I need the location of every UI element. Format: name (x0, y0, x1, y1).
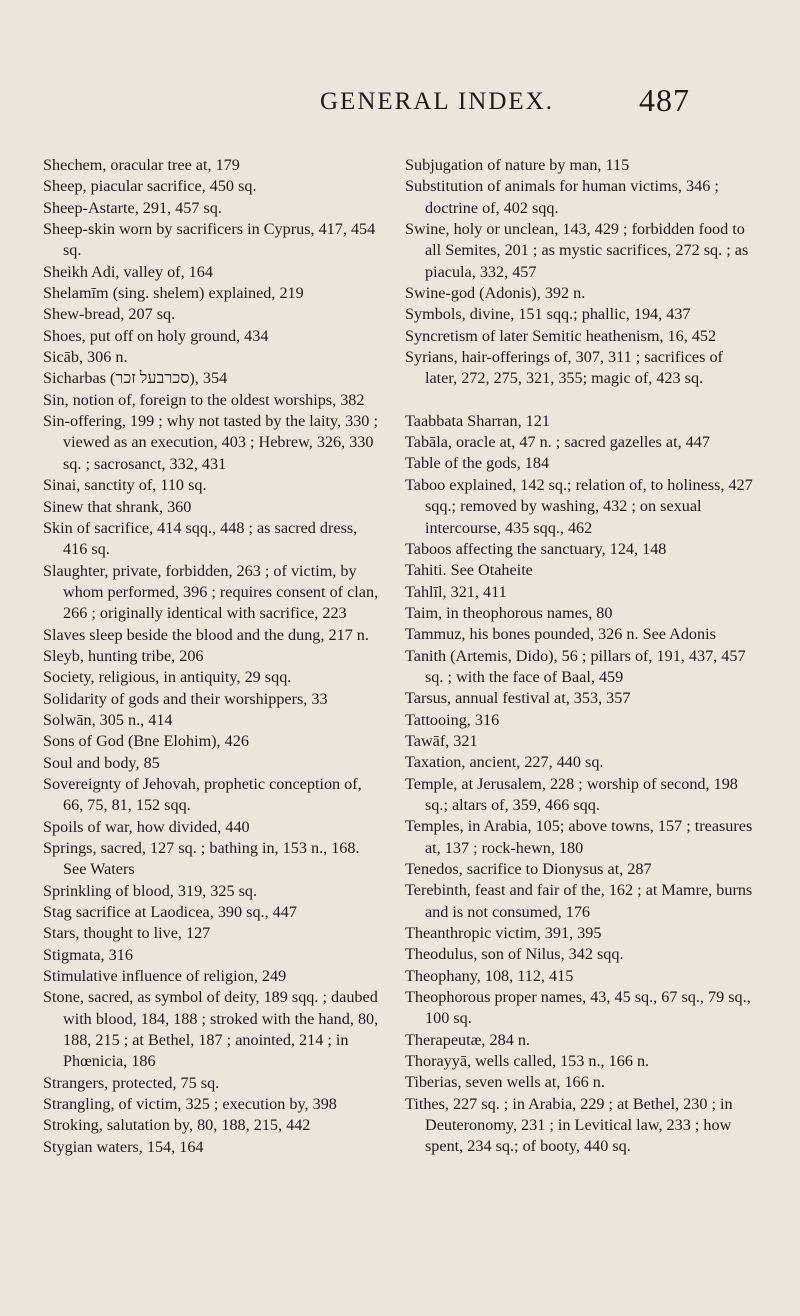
index-entry: Sheep-skin worn by sacrificers in Cyprus, 417, 454 sq. (43, 220, 376, 260)
index-entry: Springs, sacred, 127 sq. ; bathing in, 153 n., 168. See Waters (43, 839, 360, 879)
index-entry: Stygian waters, 154, 164 (43, 1137, 204, 1156)
index-entry: Tithes, 227 sq. ; in Arabia, 229 ; at Bethel, 230 ; in Deuteronomy, 231 ; in Levitical law, 233 ; how spent, 234 sq.; of booty, 440 sq. (405, 1094, 733, 1156)
index-entry: Sheep, piacular sacrifice, 450 sq. (43, 177, 257, 196)
index-entry: Theophorous proper names, 43, 45 sq., 67 sq., 79 sq., 100 sq. (405, 988, 751, 1028)
index-entry: Symbols, divine, 151 sqq.; phallic, 194, 437 (405, 305, 691, 324)
index-entry: Subjugation of nature by man, 115 (405, 156, 630, 174)
index-entry: Substitution of animals for human victims, 346 ; doctrine of, 402 sqq. (405, 177, 719, 217)
index-entry: Strangers, protected, 75 sq. (43, 1073, 220, 1092)
index-entry: Shoes, put off on holy ground, 434 (43, 326, 269, 345)
index-entry: Sleyb, hunting tribe, 206 (43, 646, 204, 665)
index-entry: Stroking, salutation by, 80, 188, 215, 442 (43, 1116, 311, 1135)
index-entry: Tattooing, 316 (405, 710, 500, 729)
index-entry: Sin, notion of, foreign to the oldest worships, 382 (43, 390, 365, 409)
index-entry: Slaves sleep beside the blood and the dung, 217 n. (43, 625, 369, 644)
index-entry: Strangling, of victim, 325 ; execution by, 398 (43, 1095, 337, 1114)
index-entry: Stone, sacred, as symbol of deity, 189 sqq. ; daubed with blood, 184, 188 ; stroked with the hand, 80, 188, 215 ; at Bethel, 187 ; anointed, 214 ; in Phœnicia, 186 (43, 988, 379, 1071)
index-entry: Tammuz, his bones pounded, 326 n. See Adonis (405, 625, 716, 644)
index-entry: Sicharbas (סכרבעל זכר), 354 (43, 369, 228, 388)
index-entry: Stimulative influence of religion, 249 (43, 967, 287, 986)
index-entry: Terebinth, feast and fair of the, 162 ; at Mamre, burns and is not consumed, 176 (405, 881, 753, 921)
index-column-left (43, 155, 383, 1158)
index-entry: Temples, in Arabia, 105; above towns, 157 ; treasures at, 137 ; rock-hewn, 180 (405, 817, 753, 857)
index-entry: Thorayyā, wells called, 153 n., 166 n. (405, 1052, 650, 1071)
index-entry: Taboos affecting the sanctuary, 124, 148 (405, 539, 667, 558)
index-entry: Tenedos, sacrifice to Dionysus at, 287 (405, 860, 652, 878)
index-entry: Sinew that shrank, 360 (43, 497, 192, 516)
index-entry: Therapeutæ, 284 n. (405, 1030, 530, 1049)
page-number: 487 (639, 82, 690, 118)
index-entry: Theophany, 108, 112, 415 (405, 966, 574, 985)
index-entry: Table of the gods, 184 (405, 454, 550, 473)
index-entry: Tiberias, seven wells at, 166 n. (405, 1073, 605, 1092)
index-entry: Sons of God (Bne Elohim), 426 (43, 732, 249, 751)
index-entry: Tarsus, annual festival at, 353, 357 (405, 689, 631, 708)
index-entry: Tahlīl, 321, 411 (405, 582, 507, 601)
index-entry: Sovereignty of Jehovah, prophetic conception of, 66, 75, 81, 152 sqq. (43, 774, 362, 815)
index-entry: Sinai, sanctity of, 110 sq. (43, 476, 207, 495)
index-entry: Stigmata, 316 (43, 945, 133, 964)
index-entry: Sheep-Astarte, 291, 457 sq. (43, 198, 222, 217)
index-entry: Tawāf, 321 (405, 731, 478, 750)
index-entry: Solwān, 305 n., 414 (43, 710, 173, 729)
index-entry: Sin-offering, 199 ; why not tasted by the laity, 330 ; viewed as an execution, 403 ; Hebrew, 326, 330 sq. ; sacrosanct, 332, 431 (43, 412, 378, 473)
index-entry: Society, religious, in antiquity, 29 sqq. (43, 668, 292, 687)
index-entry: Stag sacrifice at Laodicea, 390 sq., 447 (43, 903, 297, 922)
index-entry: Slaughter, private, forbidden, 263 ; of victim, by whom performed, 396 ; requires consent of clan, 266 ; originally identical with sacrifice, 223 (43, 561, 379, 623)
index-entry: Taxation, ancient, 227, 440 sq. (405, 753, 604, 772)
index-entry: Swine, holy or unclean, 143, 429 ; forbidden food to all Semites, 201 ; as mystic sacrifices, 272 sq. ; as piacula, 332, 457 (405, 220, 749, 281)
page-header (170, 82, 690, 122)
index-entry: Shelamīm (sing. shelem) explained, 219 (43, 284, 304, 303)
index-entry: Shechem, oracular tree at, 179 (43, 156, 240, 174)
index-entry: Theodulus, son of Nilus, 342 sqq. (405, 945, 624, 964)
index-entry: Swine-god (Adonis), 392 n. (405, 284, 586, 303)
index-entry: Taboo explained, 142 sq.; relation of, to holiness, 427 sqq.; removed by washing, 432 ; on sexual intercourse, 435 sqq., 462 (405, 475, 753, 537)
index-entry: Theanthropic victim, 391, 395 (405, 924, 602, 943)
index-entry: Skin of sacrifice, 414 sqq., 448 ; as sacred dress, 416 sq. (43, 518, 358, 559)
index-entry: Tabāla, oracle at, 47 n. ; sacred gazelles at, 447 (405, 433, 710, 452)
index-entry: Sheikh Adi, valley of, 164 (43, 262, 213, 281)
index-entry: Sicāb, 306 n. (43, 348, 128, 367)
index-entry: Stars, thought to live, 127 (43, 924, 211, 943)
index-entry: Taabbata Sharran, 121 (405, 411, 550, 430)
running-title: GENERAL INDEX. (320, 88, 554, 115)
index-entry: Spoils of war, how divided, 440 (43, 817, 250, 836)
index-entry: Solidarity of gods and their worshippers, 33 (43, 689, 328, 708)
index-entry: Sprinkling of blood, 319, 325 sq. (43, 881, 258, 900)
index-entry: Syrians, hair-offerings of, 307, 311 ; sacrifices of later, 272, 275, 321, 355; magic of, 423 sq. (405, 348, 723, 388)
index-entry: Taim, in theophorous names, 80 (405, 603, 613, 622)
index-column-right (405, 155, 755, 1158)
index-entry: Tahiti. See Otaheite (405, 561, 533, 580)
index-entry: Shew-bread, 207 sq. (43, 305, 176, 324)
index-entry: Tanith (Artemis, Dido), 56 ; pillars of, 191, 437, 457 sq. ; with the face of Baal, 459 (405, 646, 746, 686)
index-entry: Soul and body, 85 (43, 753, 160, 772)
index-entry: Syncretism of later Semitic heathenism, 16, 452 (405, 326, 717, 345)
index-entry: Temple, at Jerusalem, 228 ; worship of second, 198 sq.; altars of, 359, 466 sqq. (405, 774, 738, 814)
